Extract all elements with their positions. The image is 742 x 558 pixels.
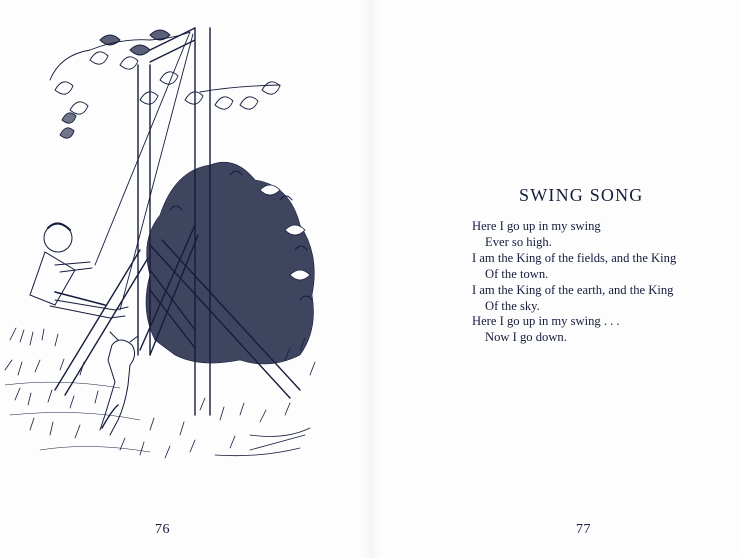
poem-line: Now I go down. — [485, 330, 567, 345]
poem-line: I am the King of the fields, and the King — [472, 250, 677, 265]
swing-illustration — [0, 10, 340, 465]
poem-line: I am the King of the earth, and the King — [472, 282, 674, 297]
poem-line: Ever so high. — [485, 234, 552, 249]
poem-line: Here I go up in my swing . . . — [472, 314, 620, 329]
poem-body — [472, 219, 676, 346]
page-number-right: 77 — [576, 522, 591, 537]
poem-line: Here I go up in my swing — [472, 219, 601, 233]
poem-title: SWING SONG — [519, 185, 644, 205]
dog-figure — [100, 332, 138, 435]
right-page — [371, 0, 742, 558]
page-number-left: 76 — [155, 522, 170, 537]
poem-line: Of the sky. — [485, 298, 540, 313]
poem-line: Of the town. — [485, 266, 549, 281]
bush — [146, 162, 314, 364]
child-figure — [30, 223, 128, 318]
foliage — [50, 30, 280, 138]
